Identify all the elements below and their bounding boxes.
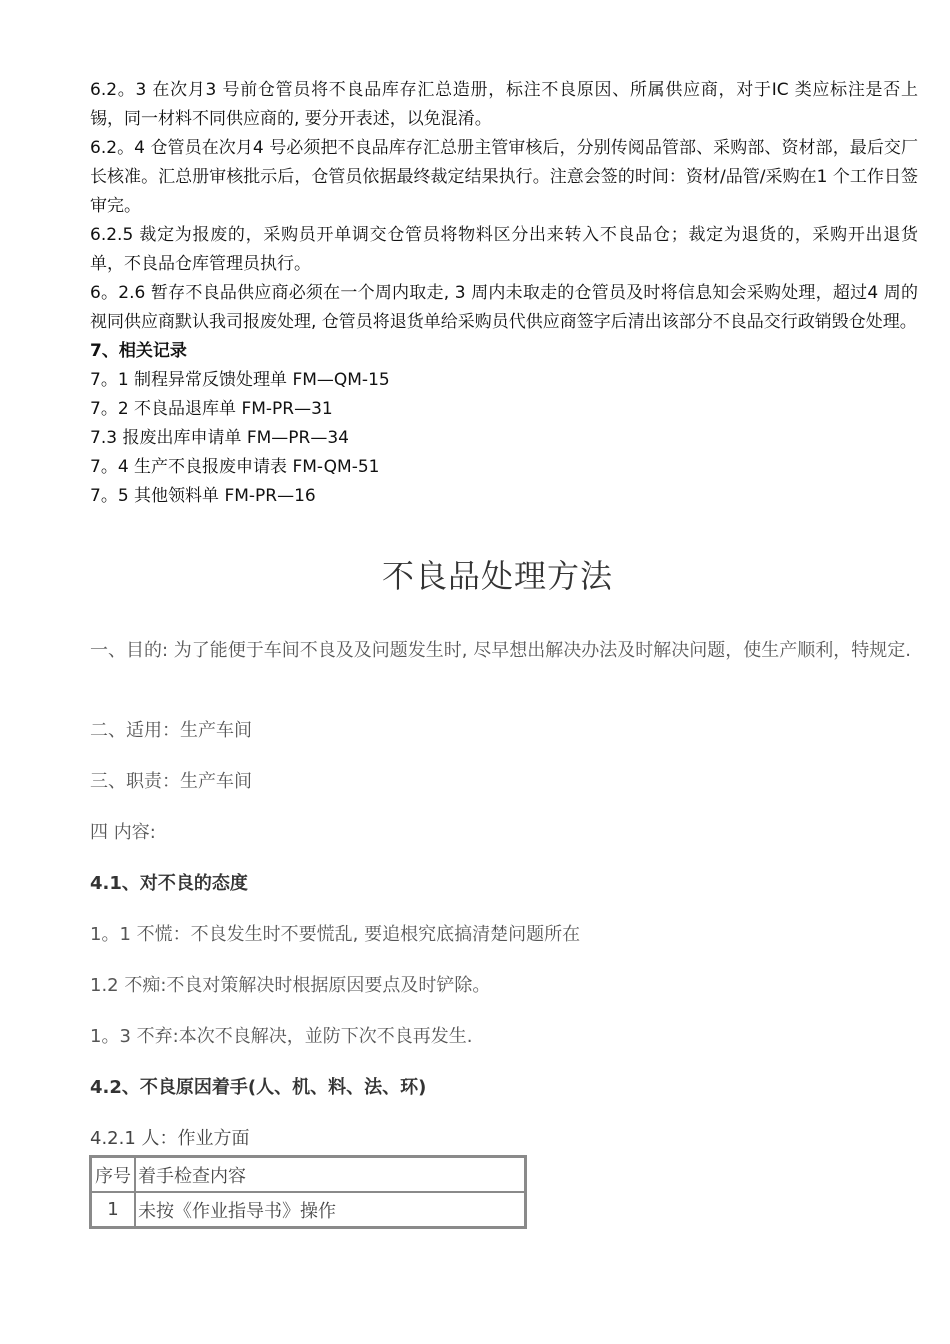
paragraph-6-2-3: 6.2。3 在次月3 号前仓管员将不良品库存汇总造册，标注不良原因、所属供应商，对于IC 类应标注是否上锡，同一材料不同供应商的, 要分开表述，以免混淆。 bbox=[90, 80, 918, 129]
document-title: 不良品处理方法 bbox=[381, 557, 613, 595]
attitude-item: 1。3 不弃:本次不良解决，並防下次不良再发生. bbox=[90, 1026, 473, 1047]
paragraph-6-2-4: 6.2。4 仓管员在次月4 号必须把不良品库存汇总册主管审核后，分别传阅品管部、采购部、资材部，最后交厂长核准。汇总册审核批示后，仓管员依据最终裁定结果执行。注意会签的时间：资材/品管/采购在1 个工作日签审完。 bbox=[90, 138, 918, 216]
cause-heading: 4.2、不良原因着手(人、机、料、法、环) bbox=[90, 1077, 427, 1098]
procedure-section bbox=[90, 76, 918, 511]
inspection-table bbox=[89, 1155, 527, 1229]
record-item: 7.3 报废出库申请单 FM—PR—34 bbox=[90, 428, 349, 448]
cell-number: 1 bbox=[91, 1192, 135, 1227]
people-heading: 4.2.1 人：作业方面 bbox=[90, 1128, 250, 1149]
record-item: 7。1 制程异常反馈处理单 FM—QM-15 bbox=[90, 370, 390, 390]
purpose-text: 一、目的: 为了能便于车间不良及及问题发生时, 尽早想出解决办法及时解决问题，使生产顺利，特规定. bbox=[90, 640, 911, 661]
attitude-heading: 4.1、对不良的态度 bbox=[90, 873, 248, 894]
duty-text: 三、职责：生产车间 bbox=[90, 771, 252, 792]
header-cell-number: 序号 bbox=[91, 1157, 135, 1192]
table-header-row bbox=[91, 1157, 525, 1192]
records-heading: 7、相关记录 bbox=[90, 341, 187, 361]
scope-text: 二、适用：生产车间 bbox=[90, 720, 252, 741]
record-item: 7。5 其他领料单 FM-PR—16 bbox=[90, 486, 316, 506]
inspection-table-wrapper bbox=[89, 1155, 527, 1229]
header-cell-content: 着手检查内容 bbox=[135, 1157, 525, 1192]
record-item: 7。4 生产不良报废申请表 FM-QM-51 bbox=[90, 457, 380, 477]
table-row bbox=[91, 1192, 525, 1227]
attitude-item: 1.2 不痴:不良对策解决时根据原因要点及时铲除。 bbox=[90, 975, 491, 996]
paragraph-6-2-5: 6.2.5 裁定为报废的，采购员开单调交仓管员将物料区分出来转入不良品仓；裁定为退货的，采购开出退货单，不良品仓库管理员执行。 bbox=[90, 225, 918, 274]
cell-content: 未按《作业指导书》操作 bbox=[135, 1192, 525, 1227]
content-heading: 四 内容: bbox=[90, 822, 156, 843]
paragraph-6-2-6: 6。2.6 暂存不良品供应商必须在一个周内取走, 3 周内未取走的仓管员及时将信息知会采购处理，超过4 周的视同供应商默认我司报废处理, 仓管员将退货单给采购员代供应商签字后清出该部分不良品交行政销毁仓处理。 bbox=[90, 283, 918, 332]
attitude-item: 1。1 不慌：不良发生时不要慌乱, 要追根究底搞清楚问题所在 bbox=[90, 924, 581, 945]
record-item: 7。2 不良品退库单 FM-PR—31 bbox=[90, 399, 333, 419]
